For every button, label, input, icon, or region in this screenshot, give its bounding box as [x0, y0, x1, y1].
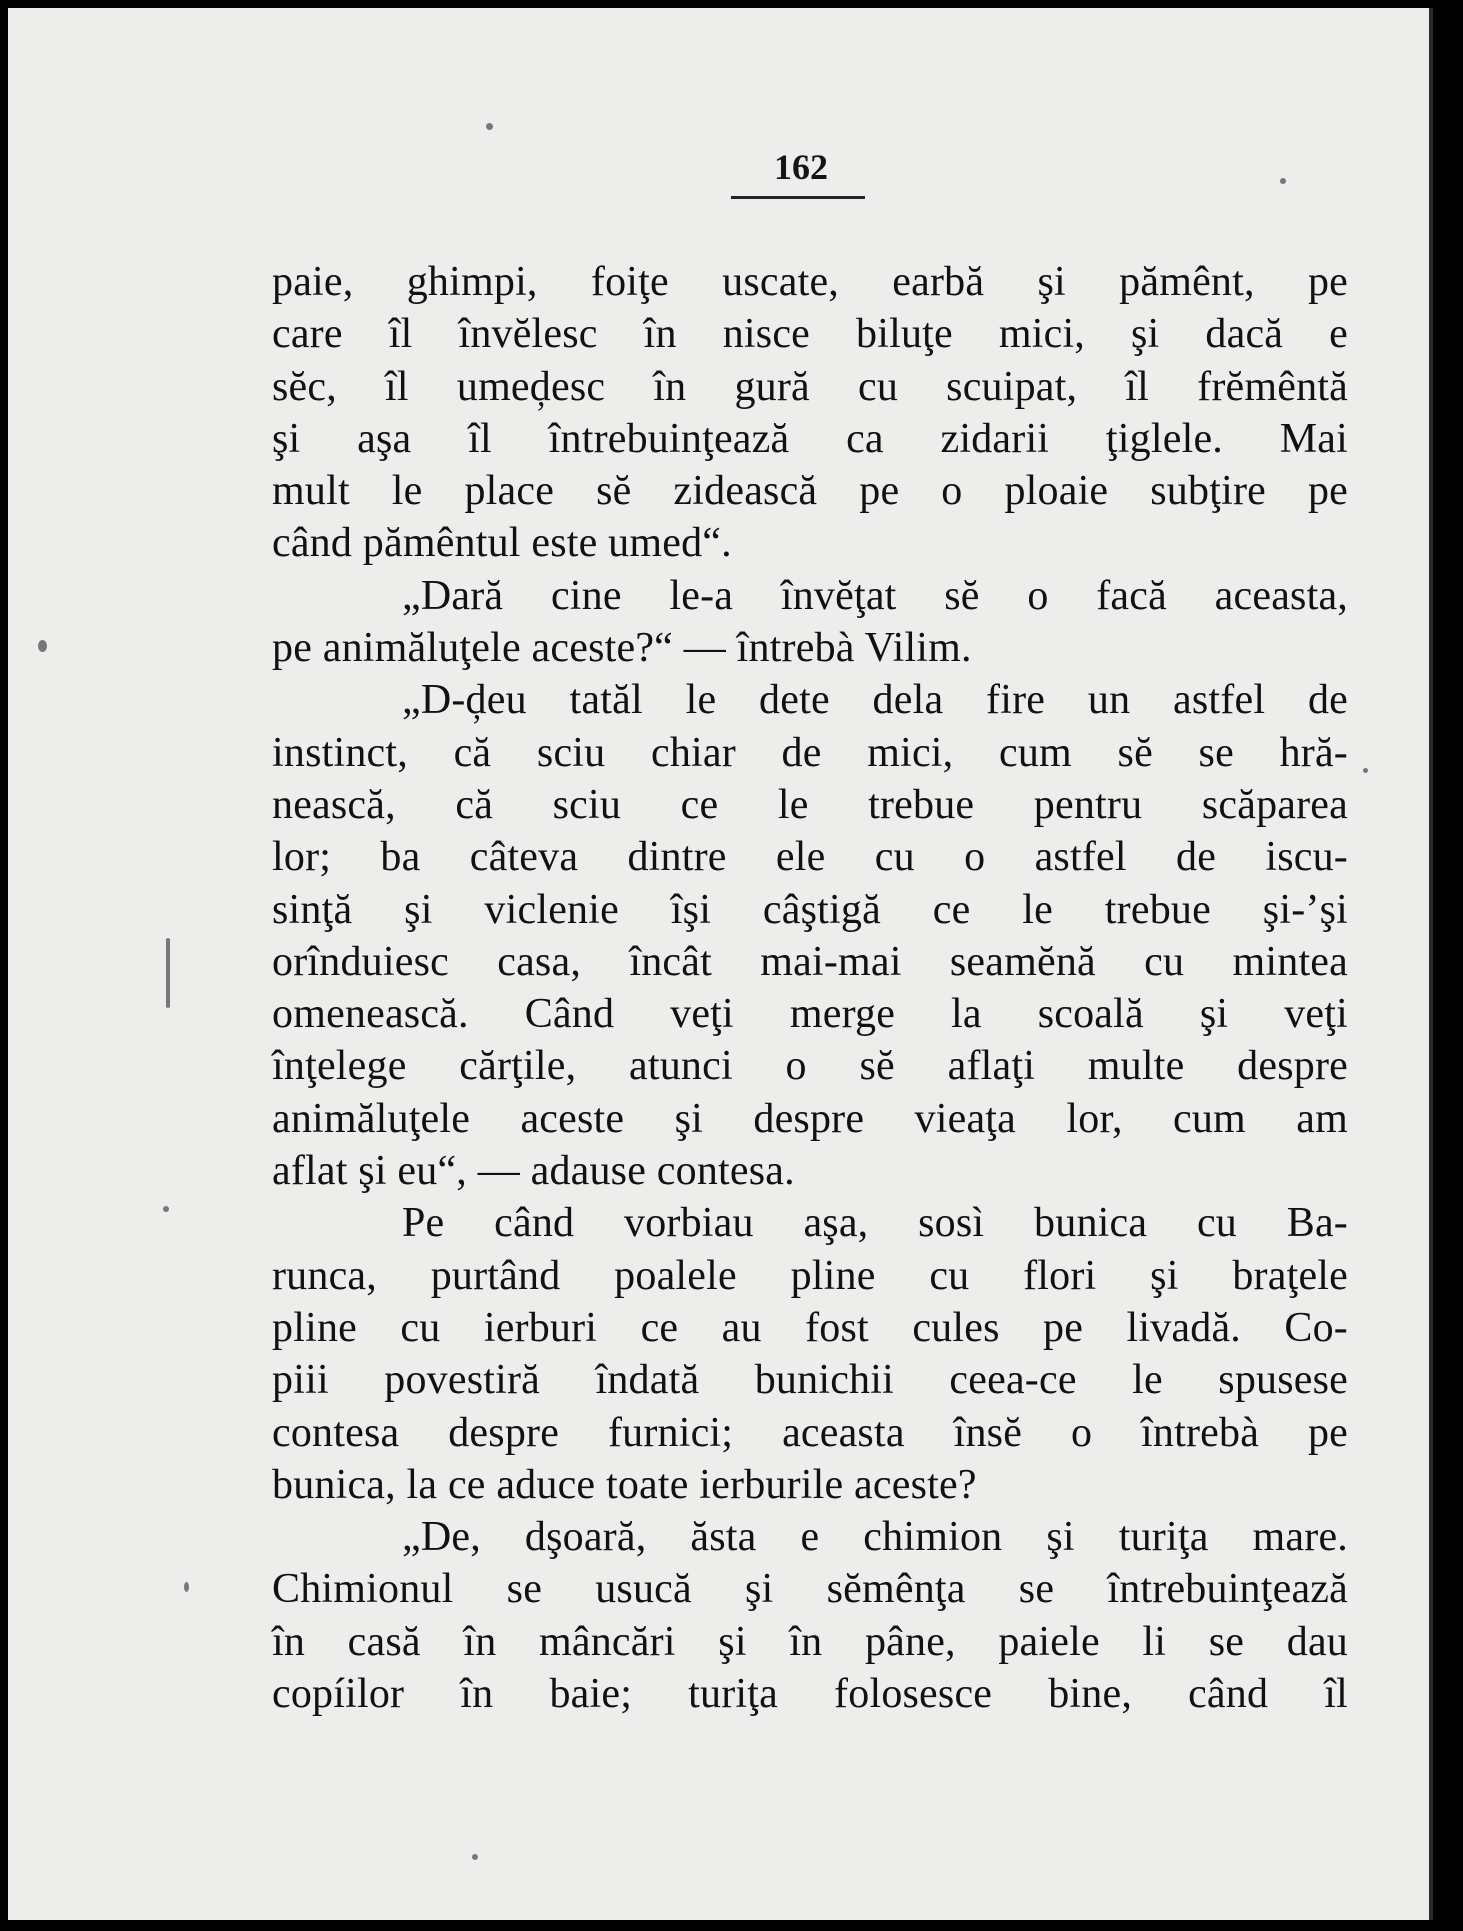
text-line: animăluţele aceste şi despre vieaţa lor, cum am	[272, 1095, 1348, 1142]
text-line: runca, purtând poalele pline cu flori şi braţele	[272, 1252, 1348, 1299]
text-line: nească, că sciu ce le trebue pentru scăparea	[272, 781, 1348, 828]
text-line: bunica, la ce aduce toate ierburile aceste?	[272, 1461, 977, 1508]
text-line: aflat şi eu“, — adause contesa.	[272, 1148, 795, 1195]
text-line: Chimionul se usucă şi sĕmênţa se întrebuinţează	[272, 1566, 1348, 1613]
text-line: lor; ba câteva dintre ele cu o astfel de iscu-	[272, 834, 1348, 881]
page-number: 162	[774, 147, 828, 187]
text-line: omenească. Când veţi merge la scoală şi veţi	[272, 991, 1348, 1038]
text-line: mult le place sĕ zidească pe o ploaie subţire pe	[272, 468, 1348, 515]
paper-speck	[1363, 768, 1368, 773]
text-line: sinţă şi viclenie îşi câştigă ce le trebue şi-’şi	[272, 886, 1348, 933]
text-line: contesa despre furnici; aceasta însĕ o întrebà pe	[272, 1409, 1348, 1456]
body-text	[272, 256, 1348, 1720]
paper-speck	[486, 123, 493, 130]
book-page	[8, 8, 1433, 1920]
text-line: orînduiesc casa, încât mai-mai seamĕnă cu mintea	[272, 938, 1348, 985]
text-line: „D-ḑeu tatăl le dete dela fire un astfel de	[402, 677, 1348, 724]
paper-speck	[472, 1854, 478, 1860]
text-line: instinct, că sciu chiar de mici, cum sĕ se hră-	[272, 729, 1348, 776]
text-line: copíilor în baie; turiţa folosesce bine, când îl	[272, 1671, 1348, 1718]
text-line: paie, ghimpi, foiţe uscate, earbă şi pămênt, pe	[272, 259, 1348, 305]
text-line: piii povestiră îndată bunichii ceea-ce le spusese	[272, 1357, 1348, 1404]
text-line: înţelege cărţile, atunci o sĕ aflaţi multe despre	[272, 1043, 1348, 1090]
text-line: „Dară cine le-a învĕţat sĕ o facă aceasta,	[402, 572, 1348, 619]
paper-speck	[184, 1582, 189, 1592]
text-line: pe animăluţele aceste?“ — întrebà Vilim.	[272, 625, 972, 672]
text-line: şi aşa îl întrebuinţează ca zidarii ţiglele. Mai	[272, 415, 1348, 462]
paper-speck	[38, 640, 47, 652]
text-line: în casă în mâncări şi în pâne, paiele li se dau	[272, 1618, 1348, 1665]
paper-speck	[163, 1206, 169, 1212]
text-line: pline cu ierburi ce au fost cules pe livadă. Co-	[272, 1304, 1348, 1351]
text-line: Pe când vorbiau aşa, sosì bunica cu Ba-	[402, 1200, 1348, 1247]
text-line: „De, dşoară, ăsta e chimion şi turiţa mare.	[402, 1514, 1348, 1561]
text-line: când pămêntul este umed“.	[272, 520, 732, 567]
text-line: sĕc, îl umeḑesc în gură cu scuipat, îl frĕmêntă	[272, 363, 1348, 410]
text-line: care îl învĕlesc în nisce biluţe mici, şi dacă e	[272, 311, 1348, 358]
paper-speck	[166, 938, 170, 1008]
page-number-rule	[731, 196, 865, 199]
